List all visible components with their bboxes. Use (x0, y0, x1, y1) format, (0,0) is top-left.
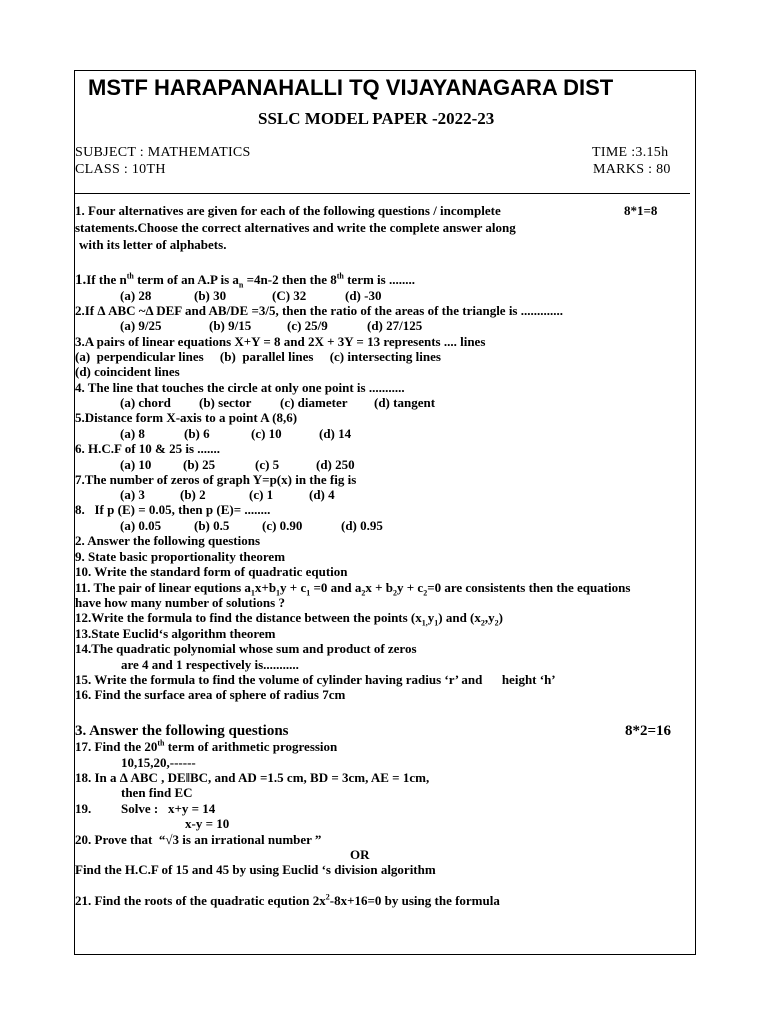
q4-option-c: (c) diameter (280, 395, 348, 410)
q5-option-a: (a) 8 (120, 426, 145, 441)
q1-option-c: (C) 32 (272, 288, 307, 303)
q2-option-c: (c) 25/9 (287, 318, 328, 333)
question-17-line2: 10,15,20,------ (121, 755, 196, 770)
q1-option-a: (a) 28 (120, 288, 152, 303)
question-15: 15. Write the formula to find the volume of cylinder having radius ‘r’ and height ‘h’ (75, 672, 556, 687)
q8-option-a: (a) 0.05 (120, 518, 162, 533)
q4-option-d: (d) tangent (374, 395, 436, 410)
q3-options-line1: (a) perpendicular lines (b) parallel lines (c) intersecting lines (75, 349, 441, 364)
question-5: 5.Distance form X-axis to a point A (8,6) (75, 410, 298, 425)
q8-option-d: (d) 0.95 (341, 518, 383, 533)
q8-option-b: (b) 0.5 (194, 518, 230, 533)
section1-instruction-line1: 1. Four alternatives are given for each of the following questions / incomplete (75, 203, 501, 218)
section1-instruction-line3: with its letter of alphabets. (79, 237, 227, 252)
question-19-eq1: Solve : x+y = 14 (121, 801, 216, 816)
marks-label: MARKS : 80 (593, 162, 671, 177)
class-label: CLASS : 10TH (75, 162, 166, 177)
question-16: 16. Find the surface area of sphere of radius 7cm (75, 687, 346, 702)
q3-options-line2: (d) coincident lines (75, 364, 180, 379)
question-13: 13.State Euclid‘s algorithm theorem (75, 626, 276, 641)
question-9: 9. State basic proportionality theorem (75, 549, 286, 564)
q5-option-b: (b) 6 (184, 426, 210, 441)
q4-option-b: (b) sector (199, 395, 252, 410)
question-14-line2: are 4 and 1 respectively is........... (121, 657, 299, 672)
question-11-line2: have how many number of solutions ? (75, 595, 285, 610)
question-17: 17. Find the 20th term of arithmetic progression (75, 738, 338, 754)
q6-option-c: (c) 5 (255, 457, 280, 472)
question-19-number: 19. (75, 801, 92, 816)
q7-option-a: (a) 3 (120, 487, 145, 502)
q2-option-d: (d) 27/125 (367, 318, 423, 333)
time-label: TIME :3.15h (592, 145, 669, 160)
section1-instruction-line2: statements.Choose the correct alternatives and write the complete answer along (75, 220, 516, 235)
question-18-line2: then find EC (121, 785, 193, 800)
q6-option-d: (d) 250 (316, 457, 355, 472)
q7-option-b: (b) 2 (180, 487, 206, 502)
question-20-alternative: Find the H.C.F of 15 and 45 by using Euclid ‘s division algorithm (75, 862, 436, 877)
q1-option-b: (b) 30 (194, 288, 227, 303)
subject-label: SUBJECT : MATHEMATICS (75, 145, 251, 160)
q6-option-b: (b) 25 (183, 457, 216, 472)
section2-heading: 2. Answer the following questions (75, 533, 261, 548)
question-18: 18. In a Δ ABC , DE‖BC, and AD =1.5 cm, BD = 3cm, AE = 1cm, (75, 770, 430, 785)
q2-option-b: (b) 9/15 (209, 318, 252, 333)
question-14: 14.The quadratic polynomial whose sum and product of zeros (75, 641, 417, 656)
question-4: 4. The line that touches the circle at only one point is ........... (75, 380, 405, 395)
q4-option-a: (a) chord (120, 395, 171, 410)
question-10: 10. Write the standard form of quadratic eqution (75, 564, 348, 579)
q5-option-c: (c) 10 (251, 426, 282, 441)
question-21: 21. Find the roots of the quadratic eqution $2x^2-8x+16=0$ by using the formula (75, 892, 500, 908)
q6-option-a: (a) 10 (120, 457, 152, 472)
section3-heading: 3. Answer the following questions (75, 723, 289, 739)
question-8: 8. If p (E) = 0.05, then p (E)= ........ (75, 502, 271, 517)
or-separator: OR (350, 847, 370, 862)
q5-option-d: (d) 14 (319, 426, 352, 441)
q8-option-c: (c) 0.90 (262, 518, 303, 533)
question-2: 2.If Δ ABC ~Δ DEF and AB/DE =3/5, then the ratio of the areas of the triangle is ............. (75, 303, 563, 318)
section1-marks: 8*1=8 (624, 203, 658, 218)
q7-option-c: (c) 1 (249, 487, 274, 502)
question-3: 3.A pairs of linear equations X+Y = 8 and 2X + 3Y = 13 represents .... lines (75, 334, 486, 349)
question-12: 12.Write the formula to find the distance between the points $(x_{1,}y_1)$ and $(x_2,y_2)$ (75, 610, 503, 628)
question-19-eq2: x-y = 10 (185, 816, 230, 831)
q1-option-d: (d) -30 (345, 288, 382, 303)
question-6: 6. H.C.F of 10 & 25 is ....... (75, 441, 221, 456)
question-7: 7.The number of zeros of graph Y=p(x) in the fig is (75, 472, 357, 487)
school-title: MSTF HARAPANAHALLI TQ VIJAYANAGARA DIST (88, 75, 614, 100)
q7-option-d: (d) 4 (309, 487, 335, 502)
header-divider (75, 193, 690, 194)
question-11: 11. The pair of linear equtions $a_1x+b_1y + c_1 =0$ and $a_2x + b_2y + c_2=0$ are consistents then the equations (75, 580, 631, 598)
question-1: 1.If the $n^{th}$ term of an A.P is $a_n =4n-2$ then the 8th term is ........ (75, 271, 415, 290)
paper-title: SSLC MODEL PAPER -2022-23 (258, 109, 495, 128)
q2-option-a: (a) 9/25 (120, 318, 162, 333)
section3-marks: 8*2=16 (625, 723, 672, 739)
question-20: 20. Prove that “√3 is an irrational number ” (75, 832, 322, 847)
